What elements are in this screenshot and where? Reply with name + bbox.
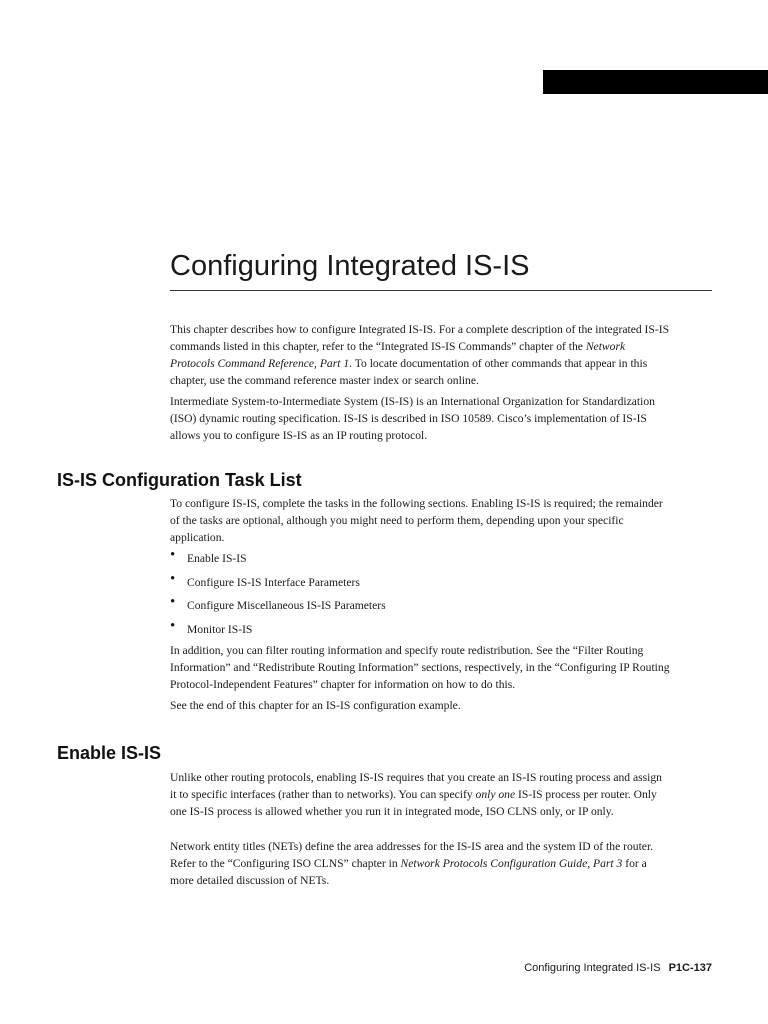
task-list-intro bbox=[170, 495, 670, 546]
task-link-misc-parameters[interactable]: Configure Miscellaneous IS-IS Parameters bbox=[187, 599, 386, 612]
task-list-paragraph-1: To configure IS-IS, complete the tasks in the following sections. Enabling IS-IS is required; the remainder of the tasks are optional, although you might need to perform them, depending upon your specific application. bbox=[170, 497, 663, 544]
enable-p2-part-1: Network entity titles (NETs) define the area addresses for the IS-IS area and the system ID of the router. Refer to the “Configuring ISO CLNS” chapter in bbox=[170, 840, 654, 870]
enable-section bbox=[170, 769, 670, 820]
bullet-icon: • bbox=[170, 594, 176, 610]
enable-paragraph-1 bbox=[170, 769, 670, 820]
configuration-guide-title: Network Protocols Configuration Guide, Part 3 bbox=[400, 857, 623, 870]
list-item bbox=[170, 594, 670, 621]
task-link-interface-parameters[interactable]: Configure IS-IS Interface Parameters bbox=[187, 575, 360, 589]
list-item bbox=[170, 570, 670, 598]
bullet-icon: • bbox=[170, 570, 176, 587]
task-bullet-list bbox=[170, 547, 670, 644]
intro-paragraph-1 bbox=[170, 321, 670, 389]
title-rule bbox=[170, 290, 712, 291]
enable-isis-heading: Enable IS-IS bbox=[57, 743, 162, 763]
task-link-enable-isis[interactable]: Enable IS-IS bbox=[187, 552, 247, 565]
list-item bbox=[170, 547, 670, 574]
intro-paragraph-2: Intermediate System-to-Intermediate System (IS-IS) is an International Organization for Standardization (ISO) dynamic routing specification. IS-IS is described in ISO 10589. Cisco’s implementation of IS-IS allows you to configure IS-IS as an IP routing protocol. bbox=[170, 395, 655, 442]
bullet-icon: • bbox=[170, 617, 176, 634]
intro-p1-part-1: This chapter describes how to configure Integrated IS-IS. For a complete description of the integrated IS-IS commands listed in this chapter, refer to the “Integrated IS-IS Commands” chapter of the bbox=[170, 323, 670, 353]
command-reference-title: Network Protocols Command Reference, Part 1 bbox=[170, 340, 626, 370]
chapter-title: Configuring Integrated IS-IS bbox=[170, 250, 530, 282]
task-list-addition bbox=[170, 642, 670, 693]
task-list-heading: IS-IS Configuration Task List bbox=[57, 470, 302, 490]
chapter-tab-bar bbox=[543, 70, 768, 94]
enable-paragraph-2 bbox=[170, 838, 670, 889]
footer-page-number: P1C-137 bbox=[668, 962, 712, 974]
task-list-paragraph-2: In addition, you can filter routing information and specify route redistribution. See the “Filter Routing Information” and “Redistribute Routing Information” sections, respectively, in the “Configuring IP Routing Protocol-Independent Features” chapter for information on how to do this. bbox=[170, 644, 670, 691]
page-footer bbox=[524, 960, 712, 976]
bullet-icon: • bbox=[170, 547, 176, 563]
list-item bbox=[170, 617, 670, 645]
enable-p1-part-3: IS-IS process per router. Only one IS-IS process is allowed whether you run it in integrated mode, ISO CLNS only, or IP only. bbox=[170, 788, 657, 818]
intro-p1-part-3: . To locate documentation of other commands that appear in this chapter, use the command reference master index or search online. bbox=[170, 357, 648, 387]
task-list-paragraph-3: See the end of this chapter for an IS-IS configuration example. bbox=[170, 699, 461, 712]
enable-p2-part-3: for a more detailed discussion of NETs. bbox=[170, 857, 647, 887]
enable-section-2 bbox=[170, 838, 670, 889]
intro-section bbox=[170, 321, 670, 389]
intro-section-2 bbox=[170, 393, 670, 444]
footer-chapter-title: Configuring Integrated IS-IS bbox=[524, 962, 661, 974]
enable-p1-part-1: Unlike other routing protocols, enabling IS-IS requires that you create an IS-IS routing process and assign it to specific interfaces (rather than to networks). You can specify bbox=[170, 771, 662, 801]
task-link-monitor-isis[interactable]: Monitor IS-IS bbox=[187, 622, 253, 636]
task-list-example bbox=[170, 697, 670, 714]
enable-p1-emphasis: only one bbox=[475, 788, 516, 801]
